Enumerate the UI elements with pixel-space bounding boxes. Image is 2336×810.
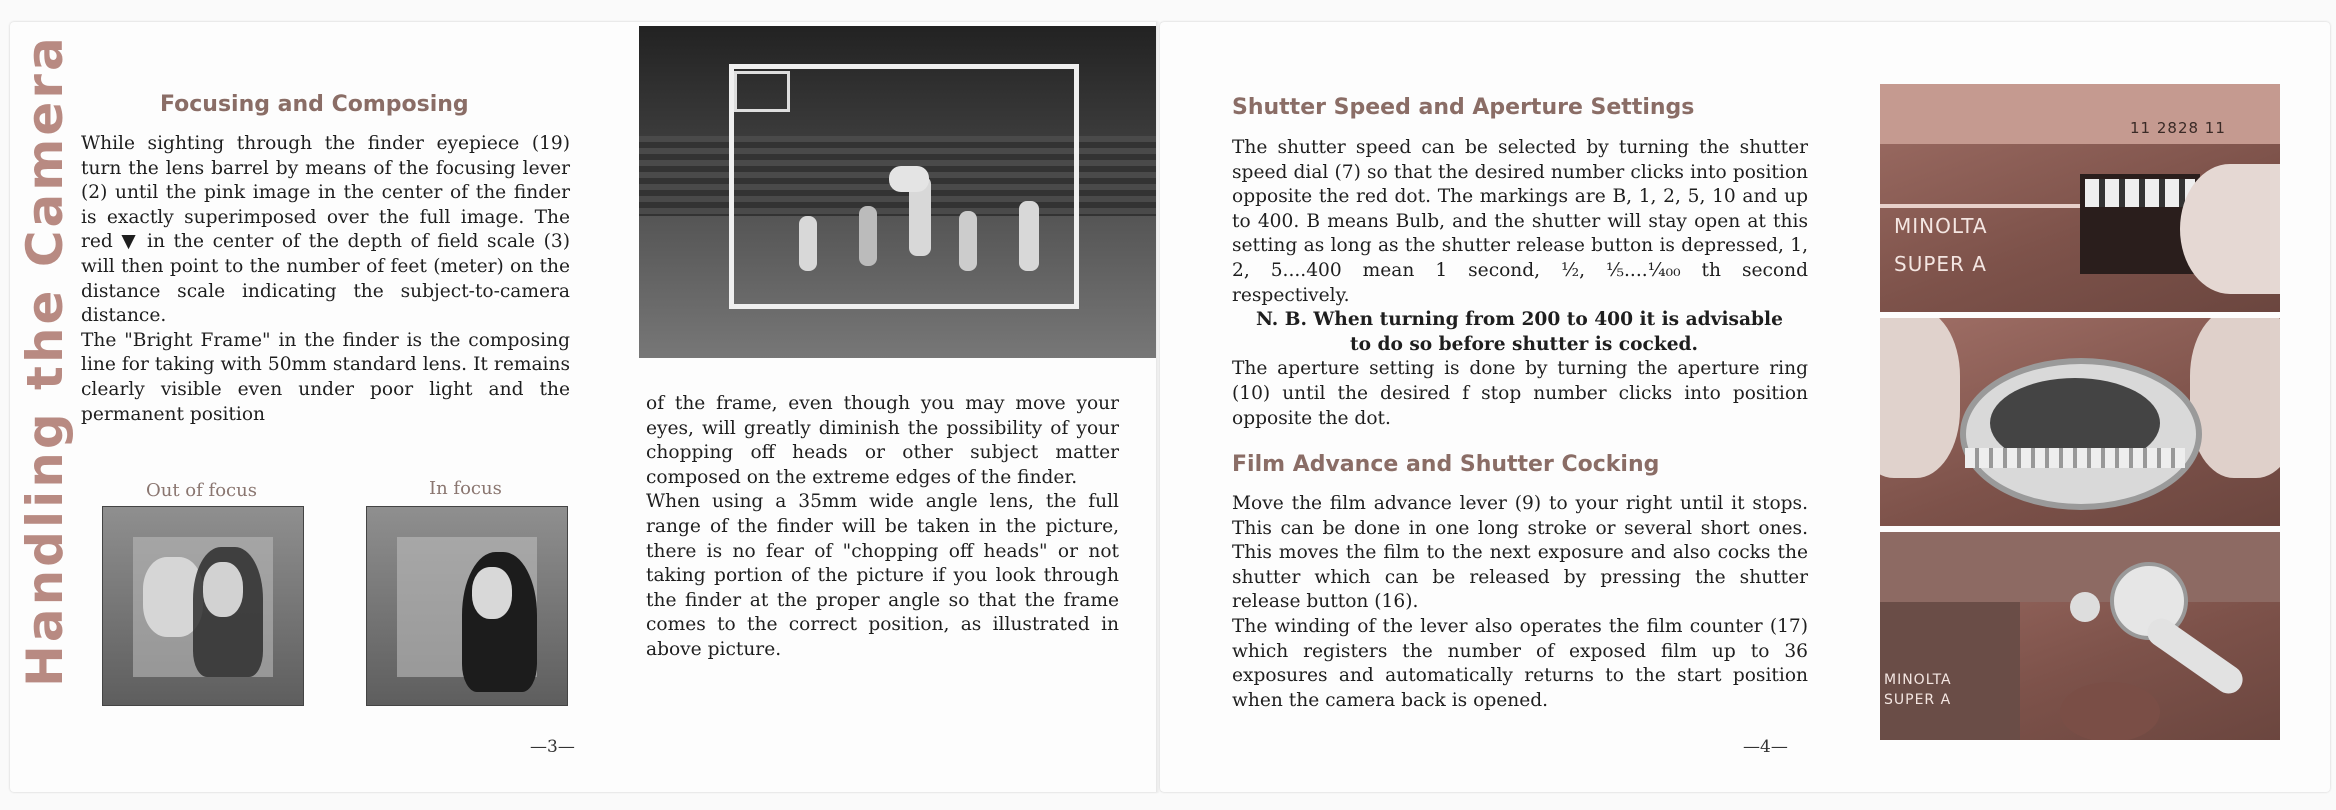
basketball-photo bbox=[639, 26, 1160, 358]
camera-top-photo bbox=[1880, 84, 2280, 312]
top-brand-line-2: SUPER A bbox=[1894, 252, 1987, 276]
nb-note-line-1: N. B. When turning from 200 to 400 it is advisable bbox=[1256, 309, 1783, 331]
page-number-3: —3— bbox=[530, 737, 575, 757]
section-heading-focusing: Focusing and Composing bbox=[160, 92, 469, 117]
film-advance-paragraph-2: The winding of the lever also operates the film counter (17) which registers the number of exposed film up to 36 exposures and automatically returns to the start position when the camera back is opened. bbox=[1232, 615, 1808, 711]
bottom-brand-line-1: MINOLTA bbox=[1884, 672, 1952, 688]
film-advance-photo bbox=[1880, 532, 2280, 740]
section-heading-film-advance: Film Advance and Shutter Cocking bbox=[1232, 452, 1660, 477]
film-advance-body bbox=[1232, 492, 1808, 713]
continued-body bbox=[646, 392, 1119, 663]
aperture-paragraph: The aperture setting is done by turning the aperture ring (10) until the desired f stop number clicks into position opposite the dot. bbox=[1232, 358, 1808, 429]
nb-note-line-2: to do so before shutter is cocked. bbox=[1350, 333, 1699, 355]
focusing-paragraph-1: While sighting through the finder eyepiece (19) turn the lens barrel by means of the focusing lever (2) until the pink image in the center of the finder is exactly superimposed over the full image. The red ▼ in the center of the depth of field scale (3) will then point to the number of feet (meter) on the distance scale indicating the subject-to-camera distance. bbox=[81, 133, 570, 327]
section-heading-shutter: Shutter Speed and Aperture Settings bbox=[1232, 95, 1695, 120]
focusing-paragraph-2: The "Bright Frame" in the finder is the composing line for taking with 50mm standard lens. It remains clearly visible even under poor light and the permanent position bbox=[81, 329, 570, 425]
page-number-4: —4— bbox=[1743, 737, 1788, 757]
out-of-focus-photo bbox=[102, 506, 304, 706]
caption-in-focus: In focus bbox=[429, 478, 502, 499]
shutter-body bbox=[1232, 136, 1808, 431]
continued-paragraph-2: When using a 35mm wide angle lens, the full range of the finder will be taken in the picture, there is no fear of "chopping off heads" or not taking portion of the picture if you look through the finder at the proper angle so that the frame comes to the correct position, as illustrated in above picture. bbox=[646, 491, 1119, 660]
top-scale-label: 11 2828 11 bbox=[2130, 119, 2226, 137]
in-focus-photo bbox=[366, 506, 568, 706]
caption-out-of-focus: Out of focus bbox=[146, 480, 257, 501]
top-brand-line-1: MINOLTA bbox=[1894, 214, 1988, 238]
right-page bbox=[1160, 22, 2330, 792]
side-title: Handling the Camera bbox=[16, 34, 74, 687]
bottom-brand-line-2: SUPER A bbox=[1884, 692, 1952, 708]
shutter-paragraph-1: The shutter speed can be selected by turning the shutter speed dial (7) so that the desired number clicks into position opposite the red dot. The markings are B, 1, 2, 5, 10 and up to 400. B means Bulb, and the shutter will stay open at this setting as long as the shutter release button is depressed, 1, 2, 5....400 mean 1 second, ½, ⅕....¹⁄₄₀₀ th second respectively. bbox=[1232, 137, 1808, 306]
film-advance-paragraph-1: Move the film advance lever (9) to your right until it stops. This can be done in one long stroke or several short ones. This moves the film to the next exposure and also cocks the shutter which can be released by pressing the shutter release button (16). bbox=[1232, 493, 1808, 613]
lens-aperture-photo bbox=[1880, 318, 2280, 526]
focusing-body bbox=[81, 132, 570, 427]
left-page bbox=[10, 22, 1160, 792]
continued-paragraph-1: of the frame, even though you may move your eyes, will greatly diminish the possibility of your chopping off heads or other subject matter composed on the extreme edges of the finder. bbox=[646, 393, 1119, 488]
